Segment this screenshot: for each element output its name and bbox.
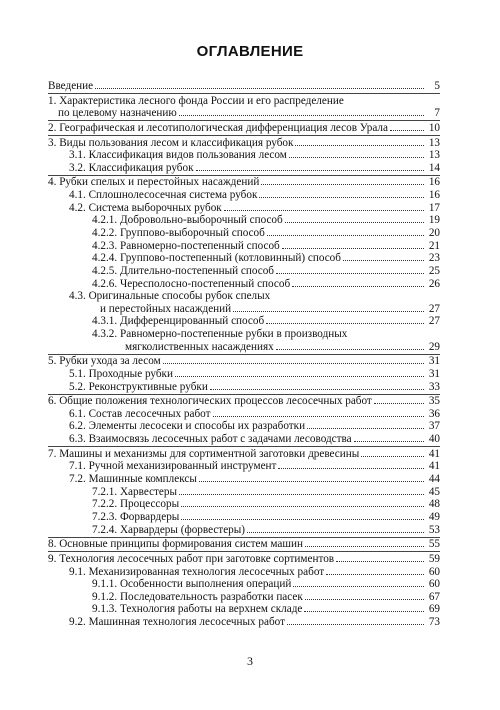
toc-page-number: 27 (428, 315, 440, 328)
dot-leader (196, 162, 424, 171)
dot-leader (293, 578, 424, 587)
toc-entry (48, 565, 440, 578)
toc-entry (48, 538, 440, 551)
table-of-contents (48, 80, 440, 629)
toc-entry (48, 553, 440, 566)
dot-leader (181, 498, 424, 507)
toc-page-number: 35 (428, 395, 440, 408)
toc-entry (48, 214, 440, 227)
dot-leader (292, 278, 424, 287)
toc-entry (48, 227, 440, 240)
dot-leader (361, 448, 424, 457)
dot-leader (95, 80, 424, 89)
toc-page-number: 21 (428, 239, 440, 252)
toc-entry-text: 4.2.6. Чересполосно-постепенный способ (92, 277, 291, 290)
toc-entry-text: 7.2.2. Процессоры (92, 498, 180, 511)
toc-entry (48, 328, 440, 353)
toc-page-number: 23 (428, 252, 440, 265)
toc-page-number: 7 (434, 107, 440, 120)
dot-leader (267, 227, 424, 236)
toc-entry (48, 460, 440, 473)
toc-entry (48, 176, 440, 189)
dot-leader (261, 176, 424, 185)
dot-leader (233, 303, 424, 312)
toc-entry (48, 408, 440, 421)
toc-page-number: 16 (428, 189, 440, 202)
toc-entry (48, 162, 440, 175)
toc-page-number: 37 (428, 420, 440, 433)
toc-entry-text: 6.2. Элементы лесосеки и способы их разработки (69, 420, 306, 433)
toc-entry-text: 7.1. Ручной механизированный инструмент (69, 460, 277, 473)
toc-page-number: 33 (428, 380, 440, 393)
toc-page-number: 5 (434, 80, 440, 93)
dot-leader (343, 252, 424, 261)
toc-entry-text: 3.2. Классификация рубок (69, 161, 194, 174)
dot-leader (354, 433, 424, 442)
toc-entry-text: 4.2.5. Длительно-постепенный способ (92, 264, 274, 277)
toc-entry (48, 136, 440, 149)
toc-entry-text: 9.1.2. Последовательность разработки пасек (92, 590, 303, 603)
toc-page-number: 44 (428, 473, 440, 486)
toc-entry-text: 9.1.3. Технология работы на верхнем складе (92, 603, 303, 616)
toc-entry-text: 6. Общие положения технологических процессов лесосечных работ (48, 395, 372, 408)
toc-page-number: 53 (428, 523, 440, 536)
dot-leader (285, 214, 424, 223)
dot-leader (326, 565, 424, 574)
toc-page-number: 55 (428, 538, 440, 551)
toc-entry (48, 380, 440, 393)
dot-leader (304, 603, 424, 612)
dot-leader (336, 553, 424, 562)
dot-leader (282, 240, 424, 249)
dot-leader (247, 524, 424, 533)
toc-page-number: 67 (428, 590, 440, 603)
dot-leader (163, 355, 424, 364)
dot-leader (374, 395, 424, 404)
toc-entry (48, 511, 440, 524)
dot-leader (179, 486, 424, 495)
toc-entry (48, 290, 440, 315)
toc-page-number: 60 (428, 578, 440, 591)
toc-entry-text: 8. Основные принципы формирования систем машин (48, 538, 303, 551)
toc-entry-text: 4.3.1. Дифференцированный способ (92, 315, 265, 328)
toc-entry (48, 315, 440, 328)
toc-entry-text: 4.2.3. Равномерно-постепенный способ (92, 239, 280, 252)
toc-entry-text: 4.3.2. Равномерно-постепенные рубки в производных (92, 327, 348, 340)
dot-leader (295, 136, 424, 145)
toc-entry (48, 420, 440, 433)
toc-page-number: 48 (428, 498, 440, 511)
toc-entry-text: 3. Виды пользования лесом и классификация рубок (48, 136, 294, 149)
toc-entry (48, 368, 440, 381)
toc-entry-text: 1. Характеристика лесного фонда России и его распределение (48, 94, 344, 107)
dot-leader (213, 408, 424, 417)
toc-entry-text: 4. Рубки спелых и перестойных насаждений (48, 176, 260, 189)
toc-entry-text: по целевому назначению (58, 107, 177, 120)
toc-entry-text: 4.2.1. Добровольно-выборочный способ (92, 214, 283, 227)
toc-page-number: 60 (428, 565, 440, 578)
toc-entry (48, 355, 440, 368)
toc-entry (48, 202, 440, 215)
toc-page-number: 40 (428, 433, 440, 446)
toc-page-number: 27 (428, 302, 440, 315)
toc-entry-text: и перестойных насаждений (100, 302, 232, 315)
toc-page-number: 36 (428, 407, 440, 420)
page-number: 3 (247, 654, 253, 668)
toc-entry-text: 4.2.4. Группово-постепенный (котловинный) способ (92, 252, 341, 265)
toc-entry (48, 616, 440, 629)
toc-entry-text: 6.3. Взаимосвязь лесосечных работ с задачами лесоводства (69, 433, 352, 446)
toc-entry (48, 524, 440, 537)
toc-entry (48, 448, 440, 461)
toc-page-number: 14 (428, 161, 440, 174)
toc-page-number: 59 (428, 552, 440, 565)
dot-leader (199, 473, 424, 482)
toc-page-number: 41 (428, 447, 440, 460)
dot-leader (210, 380, 424, 389)
toc-entry (48, 95, 440, 120)
toc-entry (48, 265, 440, 278)
toc-entry-text: 7.2. Машинные комплексы (69, 473, 197, 486)
toc-entry-text: 2. Географическая и лесотипологическая дифференциация лесов Урала (48, 121, 388, 134)
toc-entry-text: 9.1. Механизированная технология лесосечных работ (69, 565, 325, 578)
dot-leader (305, 591, 424, 600)
dot-leader (179, 107, 424, 116)
toc-entry (48, 80, 440, 93)
toc-entry-text: Введение (48, 80, 94, 93)
dot-leader (287, 616, 424, 625)
toc-entry (48, 433, 440, 446)
dot-leader (390, 122, 424, 131)
toc-page-number: 25 (428, 264, 440, 277)
dot-leader (307, 420, 424, 429)
toc-entry-text: 7. Машины и механизмы для сортиментной заготовки древесины (48, 447, 360, 460)
toc-entry (48, 486, 440, 499)
dot-leader (289, 149, 424, 158)
toc-entry-text: 4.2.2. Группово-выборочный способ (92, 227, 265, 240)
toc-entry (48, 240, 440, 253)
dot-leader (276, 265, 424, 274)
toc-page-number: 31 (428, 355, 440, 368)
toc-entry-text: 6.1. Состав лесосечных работ (69, 407, 211, 420)
dot-leader (266, 315, 424, 324)
toc-page-number: 16 (428, 176, 440, 189)
toc-entry (48, 591, 440, 604)
toc-page-number: 31 (428, 367, 440, 380)
toc-page-number: 73 (428, 616, 440, 629)
toc-page-number: 49 (428, 510, 440, 523)
toc-entry (48, 278, 440, 291)
dot-leader (175, 368, 424, 377)
toc-entry-text: 9.1.1. Особенности выполнения операций (92, 578, 292, 591)
toc-entry-text: 9.2. Машинная технология лесосечных работ (69, 616, 285, 629)
toc-page-number: 69 (428, 603, 440, 616)
toc-entry-text: 4.2. Система выборочных рубок (69, 201, 222, 214)
toc-entry (48, 122, 440, 135)
toc-page-number: 19 (428, 214, 440, 227)
toc-page-number: 26 (428, 277, 440, 290)
toc-entry-text: 4.3. Оригинальные способы рубок спелых (69, 290, 271, 303)
dot-leader (224, 202, 424, 211)
toc-entry-text: 5.1. Проходные рубки (69, 367, 173, 380)
toc-entry (48, 603, 440, 616)
toc-entry-text: 5. Рубки ухода за лесом (48, 355, 161, 368)
toc-entry (48, 395, 440, 408)
toc-entry-text: 7.2.1. Харвестеры (92, 485, 177, 498)
toc-entry (48, 189, 440, 202)
dot-leader (181, 511, 424, 520)
dot-leader (278, 460, 424, 469)
toc-entry-text: 7.2.3. Форвардеры (92, 510, 180, 523)
toc-entry-text: 5.2. Реконструктивные рубки (69, 380, 208, 393)
toc-entry-text: 3.1. Классификация видов пользования лесом (69, 149, 287, 162)
toc-page-number: 20 (428, 227, 440, 240)
toc-entry (48, 578, 440, 591)
dot-leader (276, 341, 424, 350)
dot-leader (259, 189, 424, 198)
toc-entry-text: 7.2.4. Харвардеры (форвестеры) (92, 523, 245, 536)
toc-page-number: 13 (428, 136, 440, 149)
dot-leader (305, 538, 424, 547)
toc-entry-text: 4.1. Сплошнолесосечная система рубок (69, 189, 258, 202)
toc-entry-text: мягколиственных насаждениях (125, 340, 274, 353)
toc-entry-text: 9. Технология лесосечных работ при заготовке сортиментов (48, 552, 335, 565)
toc-page-number: 17 (428, 201, 440, 214)
toc-page-number: 29 (428, 340, 440, 353)
toc-page-number: 10 (428, 121, 440, 134)
toc-page-number: 13 (428, 149, 440, 162)
page-title: ОГЛАВЛЕНИЕ (196, 43, 304, 60)
toc-page-number: 41 (428, 460, 440, 473)
toc-entry (48, 498, 440, 511)
toc-entry (48, 473, 440, 486)
toc-entry (48, 149, 440, 162)
toc-entry (48, 252, 440, 265)
toc-page-number: 45 (428, 485, 440, 498)
